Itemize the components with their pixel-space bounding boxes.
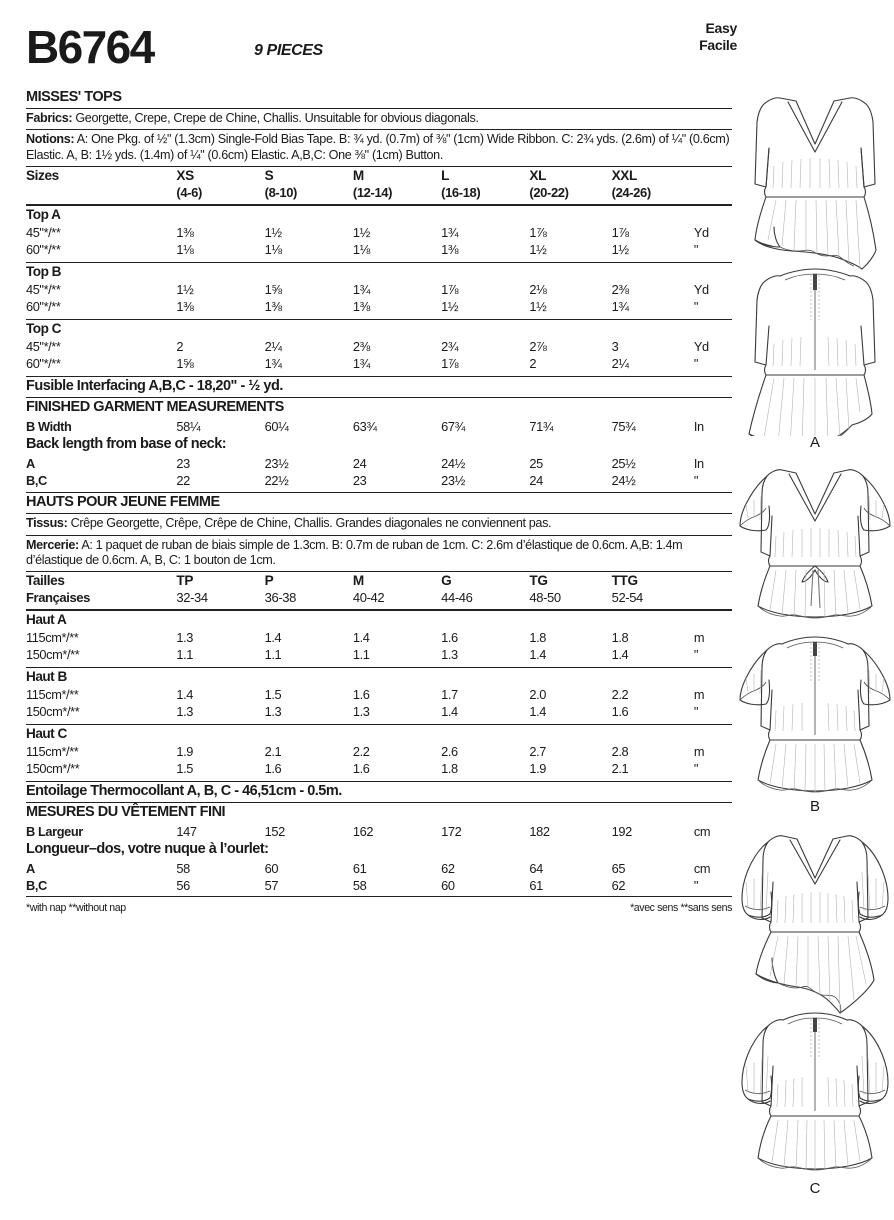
group-title-haut-b: Haut B <box>26 669 67 685</box>
english-notions-text: A: One Pkg. of ½" (1.3cm) Single-Fold Bias Tape. B: ¾ yd. (0.7m) of ⅜" (1cm) Wide Ribbon. C: 2¾ yds. (2.6m) of ¼" (0.6cm) Elastic. A, B: 1½ yds. (1.4m) of ¼" (0.6cm) Elastic. A,B,C: One ⅜" (1cm) Button. <box>26 132 730 162</box>
value: 2.8 <box>611 744 629 760</box>
view-a-back <box>749 269 875 436</box>
size-code-0: XS <box>176 168 194 184</box>
fabric-width-label: 150cm*/** <box>26 647 80 663</box>
value: 2¼ <box>611 356 629 372</box>
yardage-table-haut-b <box>26 686 732 720</box>
value: 1.4 <box>611 647 629 663</box>
value: 1⅝ <box>264 282 282 298</box>
fabric-width-label: 60"*/** <box>26 356 61 372</box>
view-illustration-a <box>736 84 894 452</box>
french-sizes-label-2: Françaises <box>26 590 90 606</box>
unit: " <box>693 242 699 258</box>
value: 1.4 <box>352 630 370 646</box>
value: 23½ <box>264 456 289 472</box>
value: 1½ <box>176 282 194 298</box>
value: 152 <box>264 824 285 840</box>
table-row <box>26 860 732 877</box>
english-size-header-table <box>26 167 732 201</box>
unit: Yd <box>693 339 709 355</box>
specifications-column <box>26 20 737 915</box>
value: 2.2 <box>611 687 629 703</box>
english-fabrics-label: Fabrics: <box>26 111 73 125</box>
value: 1.3 <box>352 704 370 720</box>
value: 63¾ <box>352 419 377 435</box>
table-row <box>26 472 732 489</box>
size-range-1: (8-10) <box>264 185 297 201</box>
view-label: A <box>26 456 35 472</box>
table-row <box>26 455 732 472</box>
value: 64 <box>529 861 543 877</box>
value: 1½ <box>529 242 547 258</box>
english-notions-label: Notions: <box>26 132 75 147</box>
fabric-width-label: 45"*/** <box>26 225 61 241</box>
value: 1.8 <box>611 630 629 646</box>
value: 1½ <box>441 299 459 315</box>
measurement-label: B Largeur <box>26 824 83 840</box>
value: 1.1 <box>352 647 370 663</box>
group-title-top-a: Top A <box>26 207 61 223</box>
value: 1.9 <box>529 761 547 777</box>
table-row <box>26 241 732 258</box>
size-code-1: S <box>264 168 274 184</box>
table-row <box>26 355 732 372</box>
value: 1.3 <box>176 704 194 720</box>
french-finished-title: MESURES DU VÊTEMENT FINI <box>26 804 226 821</box>
unit: " <box>693 878 699 894</box>
size-code-2: M <box>352 573 364 589</box>
value: 1⅛ <box>352 242 370 258</box>
value: 1.5 <box>176 761 194 777</box>
unit: " <box>693 356 699 372</box>
size-range-4: 48-50 <box>529 590 561 606</box>
fabric-width-label: 115cm*/** <box>26 744 79 760</box>
table-row <box>26 338 732 355</box>
unit: " <box>693 647 699 663</box>
english-fabrics-text: Georgette, Crepe, Crepe de Chine, Challis. Unsuitable for obvious diagonals. <box>75 111 479 125</box>
table-row <box>26 281 732 298</box>
value: 1⅜ <box>352 299 370 315</box>
french-sizes-label-1: Tailles <box>26 573 65 589</box>
group-title-top-b: Top B <box>26 264 61 280</box>
french-notions-text: A: 1 paquet de ruban de biais simple de 1.3cm. B: 0.7m de ruban de 1cm. C: 2.6m d’élastique de 0.6cm. A,B: 1.4m d’élastique de 0.6cm. A, B, C: 1 bouton de 1cm. <box>26 537 683 568</box>
unit: " <box>693 299 699 315</box>
value: 1¾ <box>352 356 370 372</box>
fabric-width-label: 115cm*/** <box>26 687 79 703</box>
size-range-0: 32-34 <box>176 590 208 606</box>
french-section-title: HAUTS POUR JEUNE FEMME <box>26 494 220 511</box>
value: 3 <box>611 339 619 355</box>
view-a-front <box>755 98 876 269</box>
value: 2 <box>529 356 537 372</box>
value: 2.6 <box>441 744 458 760</box>
value: 1.4 <box>529 704 547 720</box>
view-c-back <box>742 1013 888 1170</box>
value: 1.4 <box>264 630 282 646</box>
value: 65 <box>611 861 626 877</box>
size-range-0: (4-6) <box>176 185 202 201</box>
size-code-5: TTG <box>611 573 638 589</box>
value: 24½ <box>441 456 465 472</box>
nap-footnotes <box>26 897 732 914</box>
yardage-table-haut-c <box>26 743 732 777</box>
footnote-english: *with nap **without nap <box>26 902 126 915</box>
measurement-label: B Width <box>26 419 72 435</box>
fabric-width-label: 45"*/** <box>26 339 61 355</box>
group-title-top-c: Top C <box>26 321 61 337</box>
value: 192 <box>611 824 632 840</box>
value: 62 <box>611 878 626 894</box>
value: 24 <box>352 456 367 472</box>
fabric-width-label: 150cm*/** <box>26 704 80 720</box>
value: 1.5 <box>264 687 282 703</box>
value: 22 <box>176 473 190 489</box>
value: 2 <box>176 339 184 355</box>
difficulty-french: Facile <box>699 37 737 53</box>
unit: Yd <box>693 282 709 298</box>
english-section-title: MISSES' TOPS <box>26 89 122 105</box>
value: 24½ <box>611 473 636 489</box>
size-range-1: 36-38 <box>264 590 296 606</box>
value: 2⅞ <box>529 339 547 355</box>
unit: In <box>693 419 704 435</box>
value: 1⅜ <box>176 225 194 241</box>
value: 1¾ <box>441 225 459 241</box>
yardage-table-haut-a <box>26 629 732 663</box>
value: 1½ <box>352 225 370 241</box>
line-drawings-column <box>736 84 894 1202</box>
view-label-a: A <box>809 434 820 451</box>
value: 2.2 <box>352 744 370 760</box>
value: 1⅛ <box>176 242 194 258</box>
size-code-3: G <box>441 573 452 589</box>
value: 56 <box>176 878 190 894</box>
french-fabrics-text: Crêpe Georgette, Crêpe, Crêpe de Chine, Challis. Grandes diagonales ne conviennent pas. <box>70 516 552 531</box>
value: 1¾ <box>264 356 282 372</box>
view-illustration-b <box>736 456 894 816</box>
value: 62 <box>441 861 455 877</box>
size-range-3: 44-46 <box>441 590 473 606</box>
value: 1.3 <box>264 704 282 720</box>
value: 75¾ <box>611 419 636 435</box>
unit: cm <box>693 861 711 877</box>
french-notions-label: Mercerie: <box>26 537 79 552</box>
value: 22½ <box>264 473 289 489</box>
value: 2.7 <box>529 744 547 760</box>
french-notions <box>26 536 732 572</box>
value: 1½ <box>529 299 547 315</box>
french-fabrics <box>26 514 732 534</box>
value: 1.4 <box>176 687 194 703</box>
english-finished-measurements-table <box>26 418 732 435</box>
size-range-4: (20-22) <box>529 185 569 201</box>
value: 147 <box>176 824 197 840</box>
size-code-3: L <box>441 168 450 184</box>
size-range-2: 40-42 <box>352 590 385 606</box>
size-range-5: 52-54 <box>611 590 643 606</box>
english-fabrics <box>26 109 732 129</box>
group-title-haut-c: Haut C <box>26 726 67 742</box>
value: 60 <box>441 878 455 894</box>
size-code-4: TG <box>529 573 548 589</box>
table-row <box>26 686 732 703</box>
view-illustration-c <box>736 822 894 1198</box>
piece-count: 9 PIECES <box>254 42 323 59</box>
view-b-back <box>740 637 890 792</box>
value: 2⅜ <box>611 282 629 298</box>
table-row <box>26 703 732 720</box>
view-label: A <box>26 861 35 877</box>
value: 1½ <box>611 242 629 258</box>
size-range-3: (16-18) <box>441 185 481 201</box>
value: 58 <box>176 861 190 877</box>
table-row-size-codes <box>26 167 732 184</box>
fabric-width-label: 60"*/** <box>26 242 61 258</box>
size-code-5: XXL <box>611 168 637 184</box>
value: 58¼ <box>176 419 201 435</box>
value: 172 <box>441 824 462 840</box>
unit: " <box>693 704 699 720</box>
value: 1.4 <box>441 704 458 720</box>
value: 2.1 <box>264 744 282 760</box>
value: 1.4 <box>529 647 547 663</box>
difficulty-english: Easy <box>705 20 737 36</box>
value: 2.1 <box>611 761 629 777</box>
french-back-length-table <box>26 860 732 894</box>
view-a-drawing <box>736 84 894 436</box>
view-c-drawing <box>736 822 894 1182</box>
unit: Yd <box>693 225 709 241</box>
value: 60 <box>264 861 279 877</box>
value: 1⅞ <box>611 225 629 241</box>
english-back-length-label: Back length from base of neck: <box>26 436 227 453</box>
size-code-4: XL <box>529 168 546 184</box>
value: 1¾ <box>611 299 629 315</box>
value: 2¾ <box>441 339 459 355</box>
size-code-2: M <box>352 168 364 184</box>
view-b-front <box>740 470 890 618</box>
value: 1.6 <box>611 704 629 720</box>
value: 1.7 <box>441 687 458 703</box>
value: 24 <box>529 473 543 489</box>
table-row <box>26 629 732 646</box>
value: 23 <box>176 456 190 472</box>
value: 2.0 <box>529 687 547 703</box>
value: 1¾ <box>352 282 370 298</box>
group-title-haut-a: Haut A <box>26 612 67 628</box>
unit: In <box>693 456 704 472</box>
value: 1⅞ <box>441 282 459 298</box>
pattern-number: B6764 <box>26 21 154 73</box>
value: 2⅜ <box>352 339 370 355</box>
yardage-table-top-c <box>26 338 732 372</box>
value: 57 <box>264 878 279 894</box>
size-range-5: (24-26) <box>611 185 651 201</box>
unit: m <box>693 744 705 760</box>
value: 1½ <box>264 225 282 241</box>
value: 23 <box>352 473 367 489</box>
french-fabrics-label: Tissus: <box>26 516 68 531</box>
yardage-table-top-b <box>26 281 732 315</box>
french-back-length-label: Longueur–dos, votre nuque à l’ourlet: <box>26 841 269 858</box>
value: 71¾ <box>529 419 554 435</box>
value: 1.1 <box>176 647 194 663</box>
value: 1.6 <box>352 687 370 703</box>
view-b-drawing <box>736 456 894 800</box>
table-row <box>26 224 732 241</box>
value: 1⅞ <box>441 356 459 372</box>
value: 2¼ <box>264 339 282 355</box>
table-row <box>26 823 732 840</box>
french-finished-measurements-table <box>26 823 732 840</box>
table-row <box>26 877 732 894</box>
english-finished-title: FINISHED GARMENT MEASUREMENTS <box>26 399 284 416</box>
value: 1.1 <box>264 647 282 663</box>
value: 60¼ <box>264 419 289 435</box>
view-label: B,C <box>26 473 47 489</box>
english-back-length-table <box>26 455 732 489</box>
value: 1⅛ <box>264 242 282 258</box>
value: 1.9 <box>176 744 194 760</box>
yardage-table-top-a <box>26 224 732 258</box>
value: 61 <box>529 878 543 894</box>
unit: m <box>693 630 705 646</box>
fabric-width-label: 60"*/** <box>26 299 61 315</box>
value: 67¾ <box>441 419 465 435</box>
french-size-header-table <box>26 572 732 606</box>
unit: " <box>693 761 699 777</box>
value: 1.8 <box>529 630 547 646</box>
view-c-front <box>742 836 888 1013</box>
table-row <box>26 418 732 435</box>
unit: m <box>693 687 705 703</box>
value: 162 <box>352 824 374 840</box>
english-notions <box>26 130 732 166</box>
view-label: B,C <box>26 878 47 894</box>
fabric-width-label: 150cm*/** <box>26 761 80 777</box>
view-label-b: B <box>809 798 820 815</box>
table-row <box>26 646 732 663</box>
footnote-french: *avec sens **sans sens <box>630 902 732 915</box>
value: 1⅝ <box>176 356 194 372</box>
table-row <box>26 298 732 315</box>
table-row <box>26 743 732 760</box>
table-row <box>26 760 732 777</box>
table-row-size-ranges <box>26 184 732 201</box>
value: 25 <box>529 456 543 472</box>
value: 25½ <box>611 456 636 472</box>
size-code-0: TP <box>176 573 193 589</box>
french-interfacing: Entoilage Thermocollant A, B, C - 46,51cm - 0.5m. <box>26 783 342 800</box>
view-label-c: C <box>809 1180 821 1197</box>
size-code-1: P <box>264 573 274 589</box>
value: 1.6 <box>352 761 370 777</box>
value: 61 <box>352 861 367 877</box>
value: 1.6 <box>264 761 282 777</box>
value: 23½ <box>441 473 465 489</box>
value: 1⅜ <box>176 299 194 315</box>
value: 1⅜ <box>441 242 459 258</box>
value: 2⅛ <box>529 282 547 298</box>
value: 1⅞ <box>529 225 547 241</box>
unit: " <box>693 473 699 489</box>
envelope-header <box>26 20 737 88</box>
value: 1.8 <box>441 761 458 777</box>
value: 1⅜ <box>264 299 282 315</box>
fabric-width-label: 45"*/** <box>26 282 61 298</box>
table-row-size-codes <box>26 572 732 589</box>
fabric-width-label: 115cm*/** <box>26 630 79 646</box>
value: 182 <box>529 824 550 840</box>
size-range-2: (12-14) <box>352 185 393 201</box>
table-row-size-ranges <box>26 589 732 606</box>
value: 1.3 <box>441 647 458 663</box>
english-sizes-label: Sizes <box>26 168 59 184</box>
value: 1.6 <box>441 630 458 646</box>
value: 1.3 <box>176 630 194 646</box>
english-interfacing: Fusible Interfacing A,B,C - 18,20" - ½ yd. <box>26 378 283 395</box>
value: 58 <box>352 878 367 894</box>
difficulty-rating <box>647 20 737 54</box>
unit: cm <box>693 824 711 840</box>
